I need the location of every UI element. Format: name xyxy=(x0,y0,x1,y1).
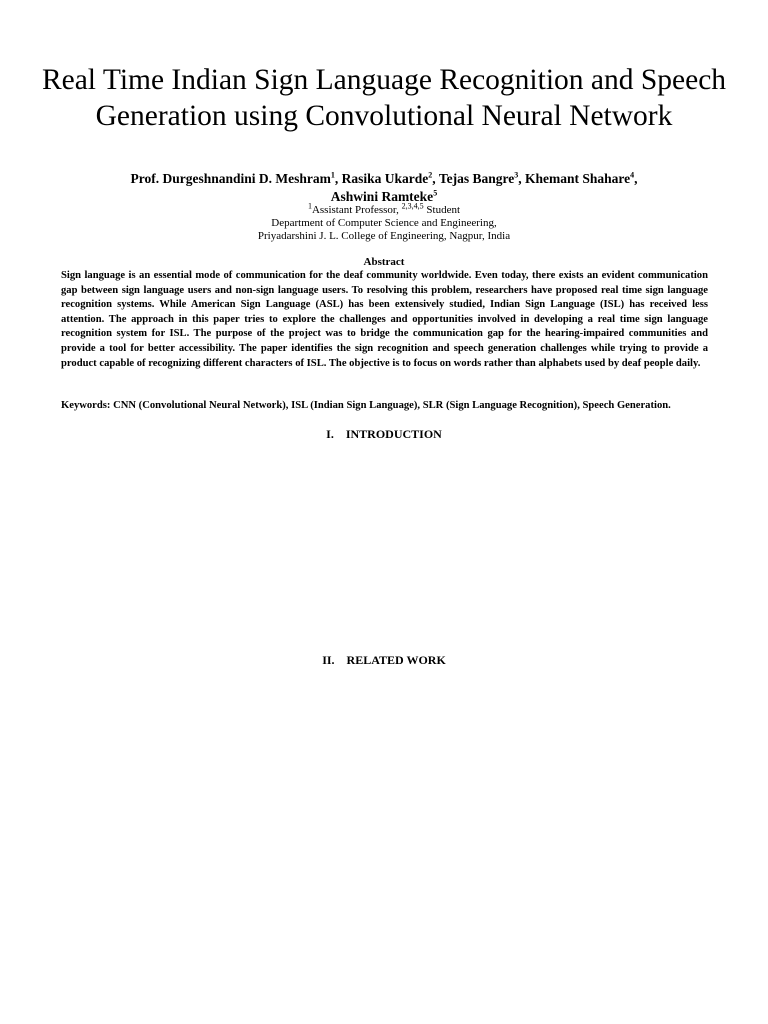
affiliation-department: Department of Computer Science and Engineering, xyxy=(271,217,497,229)
author-separator: , xyxy=(634,171,638,186)
section-title: INTRODUCTION xyxy=(345,427,442,441)
author-separator: , xyxy=(518,171,525,186)
role-superscript: 1 xyxy=(307,201,312,211)
section-title: RELATED WORK xyxy=(346,653,446,667)
section-heading-introduction xyxy=(40,427,728,441)
section-number: II. xyxy=(322,653,335,667)
author-superscript: 5 xyxy=(433,188,438,198)
author-name: Rasika Ukarde xyxy=(341,171,429,186)
section-number: I. xyxy=(326,427,334,441)
affiliation-roles xyxy=(40,201,728,217)
author-separator: , xyxy=(334,171,342,186)
role-superscript: 2,3,4,5 xyxy=(401,201,424,211)
author-superscript: 1 xyxy=(330,170,335,180)
section-heading-related-work xyxy=(40,653,728,667)
abstract-heading: Abstract xyxy=(363,256,405,268)
affiliation-college: Priyadarshini J. L. College of Engineering, Nagpur, India xyxy=(257,230,511,242)
abstract-text: Sign language is an essential mode of communication for the deaf community worldwide. Even today, there exists an evident communication gap between sign language users and non-sign language users. To resolving this problem, researchers have proposed real time sign language recognition systems. While American Sign Language (ASL) has been extensively studied, Indian Sign Language (ISL) has received less attention. The approach in this paper tries to explore the challenges and opportunities involved in developing a real time sign language recognition system for ISL. The purpose of the project was to bridge the communication gap for the hearing-impaired communities and provide a tool for better accessibility. The paper identifies the sign recognition and speech generation challenges while trying to provide a product capable of recognizing different characters of ISL. The objective is to focus on words rather than alphabets used by deaf people daily. xyxy=(61,270,708,369)
role-label: Assistant Professor, xyxy=(311,204,402,216)
author-name: Khemant Shahare xyxy=(524,171,631,186)
paper-title: Real Time Indian Sign Language Recognition and Speech Generation using Convolutional Neural Network xyxy=(41,64,727,132)
author-name: Prof. Durgeshnandini D. Meshram xyxy=(130,171,331,186)
author-name: Ashwini Ramteke xyxy=(330,189,434,204)
affiliation-block xyxy=(40,201,728,243)
keywords-text: Keywords: CNN (Convolutional Neural Network), ISL (Indian Sign Language), SLR (Sign Language Recognition), Speech Generation. xyxy=(61,400,671,411)
author-separator: , xyxy=(432,171,439,186)
author-superscript: 2 xyxy=(428,170,433,180)
author-name: Tejas Bangre xyxy=(438,171,515,186)
role-label: Student xyxy=(423,204,461,216)
author-superscript: 4 xyxy=(630,170,635,180)
author-superscript: 3 xyxy=(514,170,519,180)
author-list xyxy=(40,170,728,206)
